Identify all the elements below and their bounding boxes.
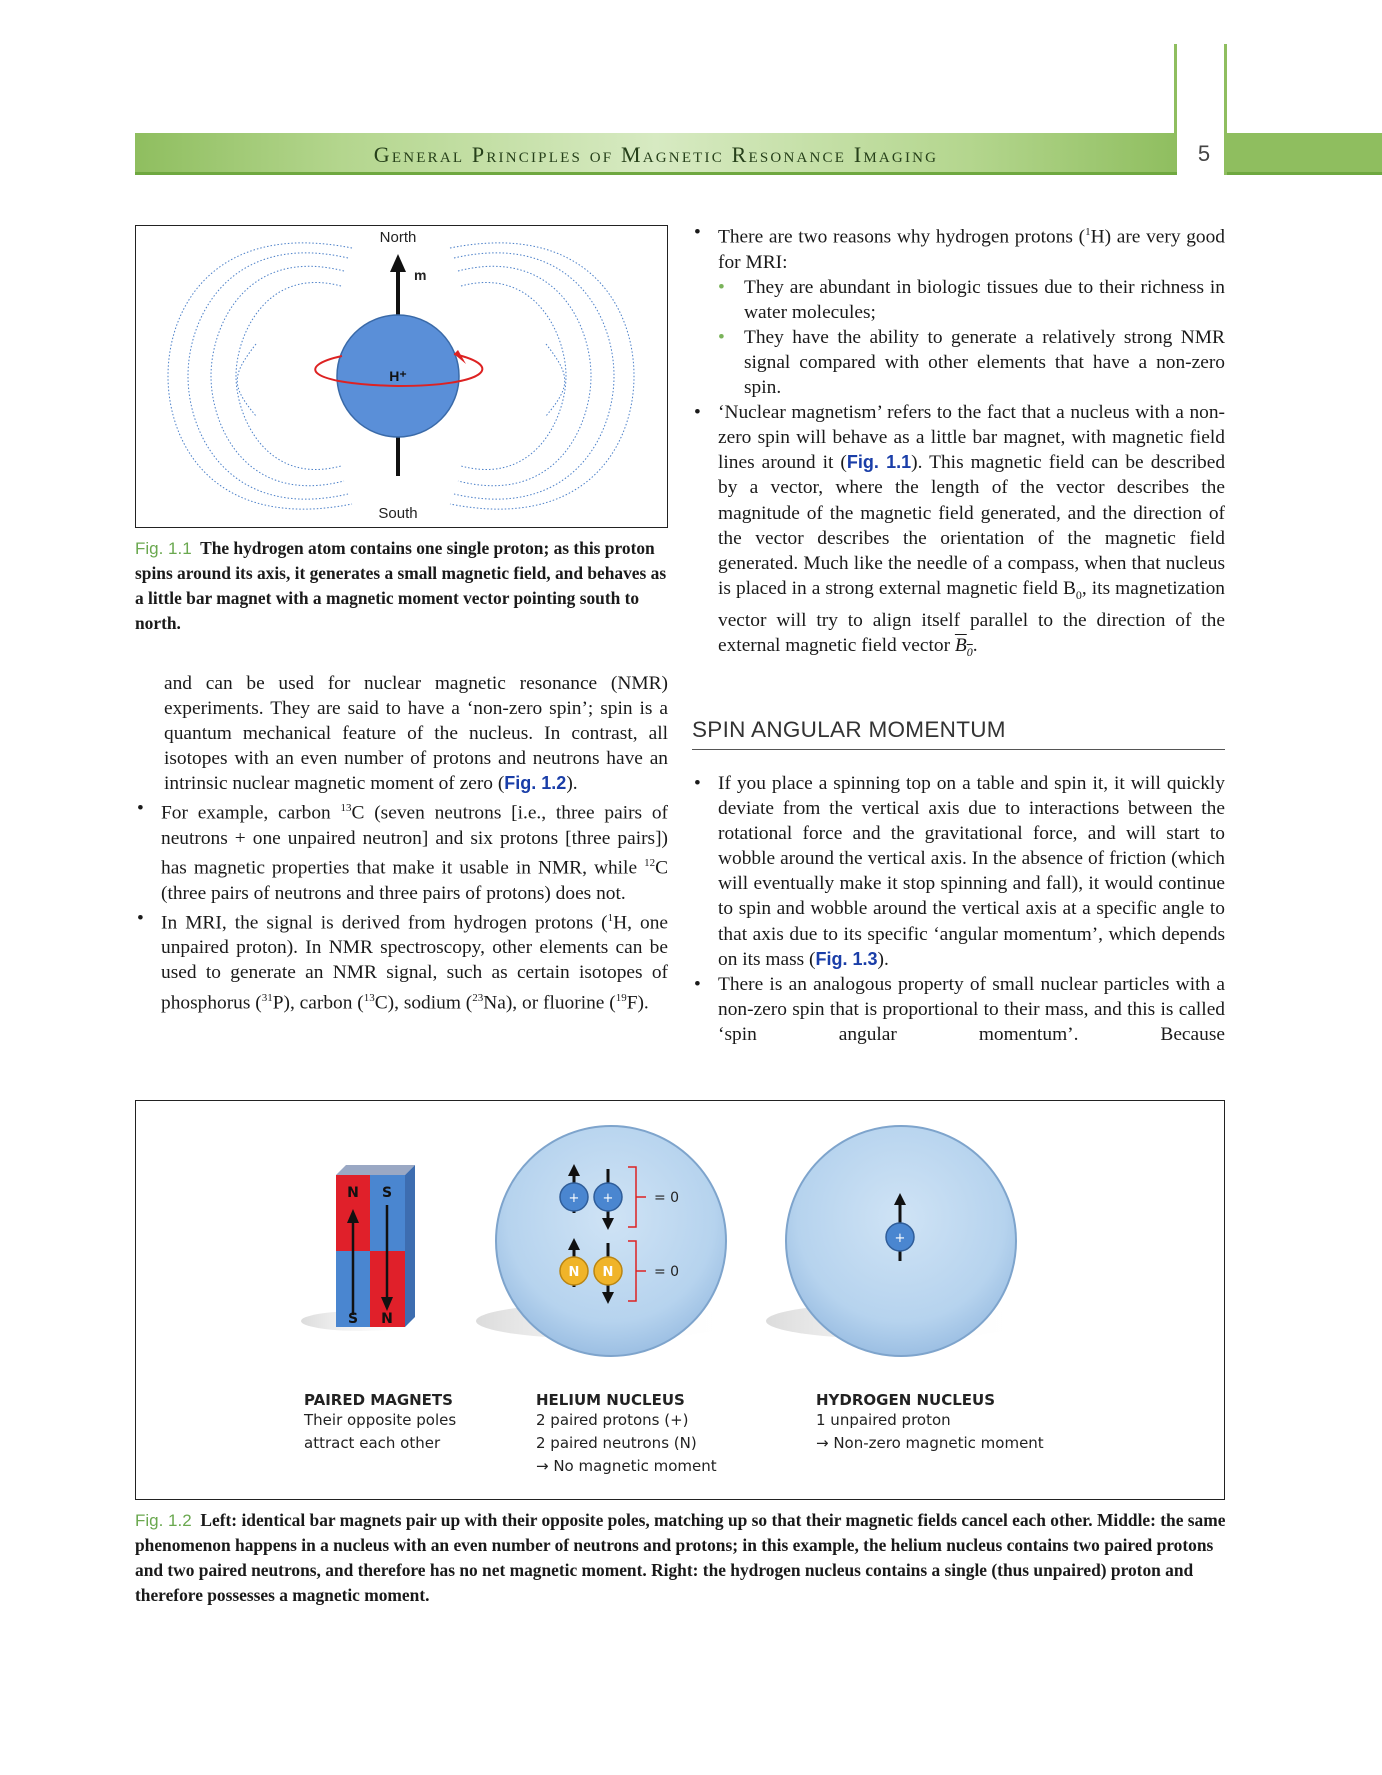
he-neutron-eq: = 0 xyxy=(654,1264,680,1280)
left-para-1: and can be used for nuclear magnetic resonance (NMR) experiments. They are said to have a ‘non-zero spin’; spin is a quantum mechanical feature of the nucleus. In contrast, all isotopes with an even number of protons and neutrons have an intrinsic nuclear magnetic moment of zero (Fig. 1.2). xyxy=(164,673,668,795)
fig-1-2-label: Fig. 1.2 xyxy=(135,1511,192,1530)
magnet-n-top: N xyxy=(347,1185,359,1201)
reason-signal: • They have the ability to generate a relatively strong NMR signal compared with other elements that have a non-zero spin. xyxy=(718,325,1225,400)
h-proton-sym: + xyxy=(894,1231,906,1246)
magnet-top-face xyxy=(336,1165,415,1175)
right-bullet-spin-angular: • There is an analogous property of small nuclear particles with a non-zero spin that is proportional to their mass, and this is called ‘spin angular momentum’. Because xyxy=(692,972,1225,1047)
figure-1-1 xyxy=(135,225,668,528)
right-bullets-bottom xyxy=(692,771,1225,1047)
hydrogen-label xyxy=(816,1391,1096,1455)
he-proton-2-sym: + xyxy=(602,1191,614,1206)
left-bullet-mri: • In MRI, the signal is derived from hydrogen protons ($^1$H, one unpaired proton). In NMR spectroscopy, other elements can be used to generate an NMR signal, such as certain isotopes of phosphorus ($^{31}$P), carbon ($^{13}$C), sodium ($^{23}$Na), or fluorine ($^{19}$F). xyxy=(135,906,668,1015)
magnet-n-bottom: N xyxy=(381,1311,393,1327)
he-neutron-2-sym: N xyxy=(602,1265,614,1280)
hydrogen-line-1: 1 unpaired proton xyxy=(816,1411,951,1429)
fig-1-1-label: Fig. 1.1 xyxy=(135,539,192,558)
vector-label: m xyxy=(414,267,427,283)
left-bullets xyxy=(135,796,668,1015)
hydrogen-nucleus xyxy=(766,1126,1026,1356)
reason-abundant: • They are abundant in biologic tissues due to their richness in water molecules; xyxy=(718,275,1225,325)
nucleus-label: H⁺ xyxy=(389,368,407,384)
right-bullets-top xyxy=(692,220,1225,665)
page-number: 5 xyxy=(1197,141,1211,166)
paired-title: PAIRED MAGNETS xyxy=(304,1391,453,1409)
helium-line-2: 2 paired neutrons (N) xyxy=(536,1434,697,1452)
north-label: North xyxy=(379,229,417,246)
right-bullet-spinning-top: • If you place a spinning top on a table and spin it, it will quickly deviate from the vertical axis due to interactions between the rotational force and the gravitational force, and will start to wobble around the vertical axis. In the absence of friction (which will eventually make it stop spinning and fall), it would continue to spin and wobble around the vertical axis at a specific angle to that axis due to its specific ‘angular momentum’, which depends on its mass (Fig. 1.3). xyxy=(692,771,1225,972)
running-title: General Principles of Magnetic Resonance Imaging xyxy=(373,142,939,167)
hydrogen-line-2: → Non-zero magnetic moment xyxy=(816,1434,1044,1452)
ref-fig-1-1[interactable]: Fig. 1.1 xyxy=(846,452,912,473)
ref-fig-1-2[interactable]: Fig. 1.2 xyxy=(504,773,567,794)
figure-1-2 xyxy=(135,1100,1225,1500)
paired-magnets xyxy=(301,1165,421,1331)
hydrogen-dipole-diagram xyxy=(136,226,666,526)
magnet-s-top: S xyxy=(381,1185,393,1201)
hydrogen-title: HYDROGEN NUCLEUS xyxy=(816,1391,996,1409)
magnet-s-bottom: S xyxy=(347,1311,359,1327)
helium-nucleus xyxy=(476,1126,736,1356)
left-bullet-carbon: • For example, carbon $^{13}$C (seven neutrons [i.e., three pairs of neutrons + one unpaired neutron] and six protons [three pairs]) has magnetic properties that make it usable in NMR, while $^{12}$C (three pairs of neutrons and three pairs of protons) does not. xyxy=(135,796,668,905)
right-column-lower xyxy=(692,771,1225,1047)
paired-magnets-label xyxy=(304,1391,504,1455)
fig-1-1-caption xyxy=(135,536,670,636)
section-heading: SPIN ANGULAR MOMENTUM xyxy=(692,717,1006,742)
moment-arrowhead xyxy=(390,254,406,272)
helium-title: HELIUM NUCLEUS xyxy=(536,1391,685,1409)
magnet-side-face xyxy=(405,1165,415,1327)
helium-line-3: → No magnetic moment xyxy=(536,1457,717,1475)
paired-line-1: Their opposite poles xyxy=(304,1411,457,1429)
he-proton-1-sym: + xyxy=(568,1191,580,1206)
helium-label xyxy=(536,1391,776,1478)
fig-1-2-caption xyxy=(135,1508,1227,1608)
helium-line-1: 2 paired protons (+) xyxy=(536,1411,689,1429)
right-column xyxy=(692,220,1225,665)
fig-1-2-caption-text: Left: identical bar magnets pair up with their opposite poles, matching up so that their magnetic fields cancel each other. Middle: the same phenomenon happens in a nucleus with an even number of neutrons and protons; in this example, the helium nucleus contains two paired protons and two paired neutrons, and therefore has no net magnetic moment. Right: the hydrogen nucleus contains a single (thus unpaired) proton and therefore possesses a magnetic moment. xyxy=(135,1510,1226,1605)
heading-rule xyxy=(692,749,1225,750)
south-label: South xyxy=(378,505,418,522)
ref-fig-1-3[interactable]: Fig. 1.3 xyxy=(815,948,878,969)
he-proton-eq: = 0 xyxy=(654,1190,680,1206)
helium-sphere xyxy=(496,1126,726,1356)
b0-vector: $B_0$ xyxy=(954,634,973,659)
left-column xyxy=(135,671,668,1015)
he-neutron-1-sym: N xyxy=(568,1265,580,1280)
reasons-sublist xyxy=(718,275,1225,400)
paired-line-2: attract each other xyxy=(304,1434,441,1452)
right-bullet-nuclear-magnetism: • ‘Nuclear magnetism’ refers to the fact that a nucleus with a non-zero spin will behave as a little bar magnet, with magnetic field lines around it (Fig. 1.1). This magnetic field can be described by a vector, where the length of the vector describes the magnitude of the magnetic field generated, and the direction of the vector describes the orientation of the magnetic field generated. Much like the needle of a compass, when that nucleus is placed in a strong external magnetic field $B_0$, its magnetization vector will try to align itself parallel to the direction of the external magnetic field vector $B_0$. xyxy=(692,400,1225,665)
right-bullet-reasons: • There are two reasons why hydrogen protons ($^1$H) are very good for MRI: • They are abundant in biologic tissues due to their richness in water molecules; • They have the ability to generate a relatively strong NMR signal compared with other elements that have a non-zero spin. xyxy=(692,220,1225,400)
header-band-right xyxy=(1227,133,1382,175)
fig-1-1-caption-text: The hydrogen atom contains one single proton; as this proton spins around its axis, it generates a small magnetic field, and behaves as a little bar magnet with a magnetic moment vector pointing south to north. xyxy=(135,538,667,633)
